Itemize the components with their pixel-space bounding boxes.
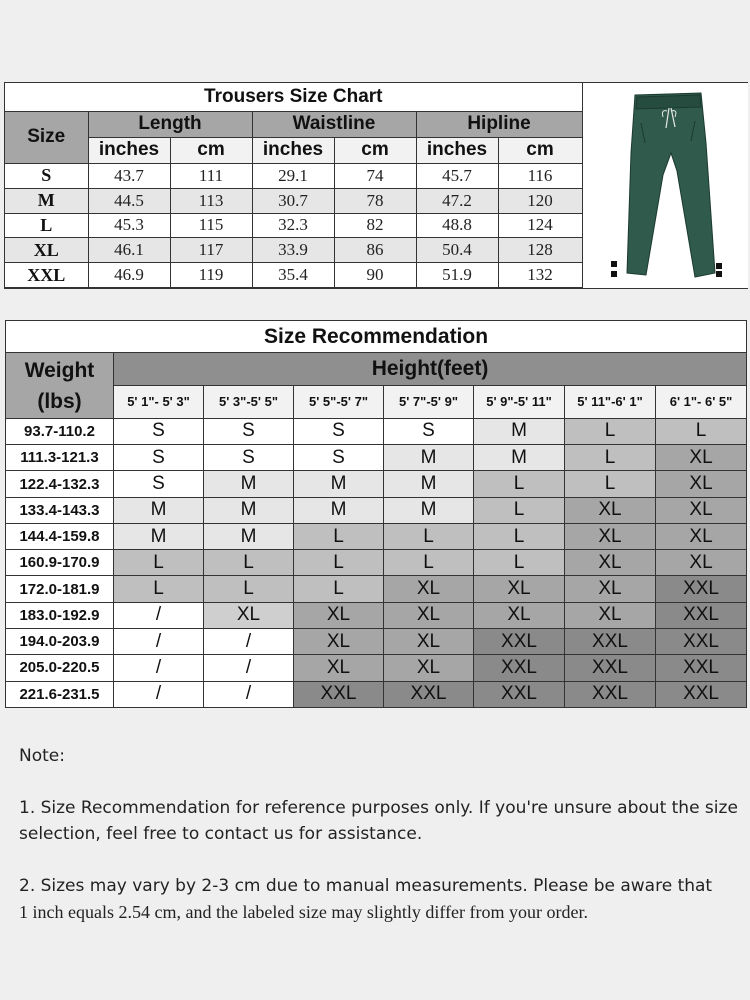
recommended-size: XL (384, 602, 474, 628)
recommended-size: XXL (656, 629, 747, 655)
recommended-size: XXL (565, 681, 656, 707)
measurement-cell: 45.7 (416, 163, 498, 188)
recommended-size: L (474, 471, 565, 497)
measurement-cell: 51.9 (416, 263, 498, 288)
recommended-size: L (565, 471, 656, 497)
recommended-size: XL (656, 471, 747, 497)
size-label: XL (5, 238, 88, 263)
weight-range: 172.0-181.9 (6, 576, 114, 602)
recommended-size: XL (656, 523, 747, 549)
recommended-size: L (294, 576, 384, 602)
recommended-size: XL (384, 576, 474, 602)
recommendation-row (6, 497, 747, 523)
recommended-size: XXL (656, 655, 747, 681)
recommendation-row (6, 655, 747, 681)
measurement-cell: 119 (170, 263, 252, 288)
recommended-size: M (384, 497, 474, 523)
weight-range: 133.4-143.3 (6, 497, 114, 523)
recommended-size: L (474, 497, 565, 523)
size-row (5, 163, 582, 188)
recommended-size: M (294, 497, 384, 523)
recommended-size: XL (294, 602, 384, 628)
measurement-cell: 116 (498, 163, 582, 188)
unit-header: inches (88, 137, 170, 163)
measurement-cell: 35.4 (252, 263, 334, 288)
measurement-cell: 33.9 (252, 238, 334, 263)
recommended-size: XL (474, 602, 565, 628)
measurement-cell: 45.3 (88, 213, 170, 238)
measurement-cell: 50.4 (416, 238, 498, 263)
height-header: Height(feet) (114, 353, 747, 386)
recommended-size: XL (656, 550, 747, 576)
measurement-cell: 46.1 (88, 238, 170, 263)
recommended-size: XXL (656, 576, 747, 602)
recommendation-row (6, 418, 747, 444)
recommended-size: XXL (656, 681, 747, 707)
weight-range: 183.0-192.9 (6, 602, 114, 628)
size-header: Size (5, 112, 88, 164)
measurement-cell: 132 (498, 263, 582, 288)
recommended-size: L (204, 550, 294, 576)
note-2 (19, 873, 739, 926)
height-range: 5' 3"-5' 5" (204, 386, 294, 419)
recommended-size: XXL (474, 629, 565, 655)
recommendation-row (6, 445, 747, 471)
size-chart-table (5, 83, 583, 288)
recommended-size: M (294, 471, 384, 497)
trousers-size-chart (4, 82, 748, 289)
weight-range: 111.3-121.3 (6, 445, 114, 471)
size-label: S (5, 163, 88, 188)
recommended-size: / (114, 629, 204, 655)
recommended-size: XL (474, 576, 565, 602)
recommended-size: XXL (474, 681, 565, 707)
recommended-size: L (204, 576, 294, 602)
recommended-size: L (565, 445, 656, 471)
measurement-cell: 113 (170, 188, 252, 213)
unit-header: cm (170, 137, 252, 163)
recommendation-row (6, 629, 747, 655)
weight-header-line2: (lbs) (37, 389, 82, 413)
recommended-size: S (204, 418, 294, 444)
height-range: 5' 9"-5' 11" (474, 386, 565, 419)
unit-header: inches (252, 137, 334, 163)
measurement-cell: 82 (334, 213, 416, 238)
recommended-size: L (294, 523, 384, 549)
height-range: 5' 11"-6' 1" (565, 386, 656, 419)
weight-range: 205.0-220.5 (6, 655, 114, 681)
unit-header: inches (416, 137, 498, 163)
recommended-size: L (384, 550, 474, 576)
recommended-size: L (294, 550, 384, 576)
size-label: XXL (5, 263, 88, 288)
recommended-size: XXL (384, 681, 474, 707)
measurement-cell: 78 (334, 188, 416, 213)
recommended-size: M (204, 523, 294, 549)
weight-range: 122.4-132.3 (6, 471, 114, 497)
recommended-size: S (294, 418, 384, 444)
recommendation-row (6, 576, 747, 602)
recommended-size: S (384, 418, 474, 444)
measurement-cell: 44.5 (88, 188, 170, 213)
recommended-size: XL (384, 655, 474, 681)
recommended-size: XL (565, 550, 656, 576)
measurement-cell: 29.1 (252, 163, 334, 188)
size-row (5, 238, 582, 263)
notes-section (19, 743, 739, 952)
unit-header: cm (334, 137, 416, 163)
weight-range: 93.7-110.2 (6, 418, 114, 444)
size-chart-title: Trousers Size Chart (5, 83, 582, 112)
recommended-size: S (114, 418, 204, 444)
recommended-size: M (474, 445, 565, 471)
measurement-cell: 46.9 (88, 263, 170, 288)
recommended-size: XL (294, 655, 384, 681)
recommendation-row (6, 602, 747, 628)
unit-header: cm (498, 137, 582, 163)
recommended-size: XXL (565, 655, 656, 681)
recommended-size: M (384, 445, 474, 471)
hipline-header: Hipline (416, 112, 582, 138)
measurement-cell: 30.7 (252, 188, 334, 213)
measurement-cell: 120 (498, 188, 582, 213)
recommended-size: L (474, 523, 565, 549)
recommended-size: XL (565, 602, 656, 628)
weight-range: 160.9-170.9 (6, 550, 114, 576)
measurement-cell: 128 (498, 238, 582, 263)
size-row (5, 263, 582, 288)
measurement-cell: 43.7 (88, 163, 170, 188)
recommended-size: M (204, 471, 294, 497)
recommended-size: XL (384, 629, 474, 655)
weight-range: 194.0-203.9 (6, 629, 114, 655)
weight-range: 221.6-231.5 (6, 681, 114, 707)
recommended-size: XL (565, 497, 656, 523)
recommended-size: / (114, 602, 204, 628)
recommended-size: L (384, 523, 474, 549)
recommended-size: L (656, 418, 747, 444)
height-range: 6' 1"- 6' 5" (656, 386, 747, 419)
recommendation-row (6, 681, 747, 707)
recommended-size: / (114, 655, 204, 681)
weight-header (6, 353, 114, 419)
measurement-cell: 124 (498, 213, 582, 238)
height-range: 5' 1"- 5' 3" (114, 386, 204, 419)
recommended-size: / (204, 681, 294, 707)
size-recommendation-table (5, 320, 747, 708)
recommended-size: XL (294, 629, 384, 655)
measurement-cell: 86 (334, 238, 416, 263)
size-label: M (5, 188, 88, 213)
recommended-size: L (114, 576, 204, 602)
size-label: L (5, 213, 88, 238)
recommended-size: XXL (294, 681, 384, 707)
weight-range: 144.4-159.8 (6, 523, 114, 549)
recommended-size: XL (656, 445, 747, 471)
recommended-size: M (114, 497, 204, 523)
measurement-cell: 90 (334, 263, 416, 288)
recommended-size: L (565, 418, 656, 444)
recommendation-row (6, 471, 747, 497)
length-header: Length (88, 112, 252, 138)
recommended-size: L (474, 550, 565, 576)
recommended-size: M (474, 418, 565, 444)
product-image (582, 83, 748, 288)
note-2-line2: 1 inch equals 2.54 cm, and the labeled size may slightly differ from your order. (19, 902, 589, 922)
size-row (5, 213, 582, 238)
trousers-image (583, 83, 748, 288)
recommended-size: S (294, 445, 384, 471)
recommendation-row (6, 523, 747, 549)
recommended-size: XL (204, 602, 294, 628)
recommended-size: S (114, 471, 204, 497)
recommended-size: M (114, 523, 204, 549)
recommended-size: XXL (656, 602, 747, 628)
measurement-cell: 32.3 (252, 213, 334, 238)
note-2-line1: 2. Sizes may vary by 2-3 cm due to manual measurements. Please be aware that (19, 876, 713, 896)
recommended-size: XXL (565, 629, 656, 655)
measurement-cell: 47.2 (416, 188, 498, 213)
recommended-size: XL (565, 523, 656, 549)
measurement-cell: 115 (170, 213, 252, 238)
recommended-size: XL (565, 576, 656, 602)
size-row (5, 188, 582, 213)
recommended-size: M (204, 497, 294, 523)
measurement-cell: 48.8 (416, 213, 498, 238)
recommended-size: L (114, 550, 204, 576)
recommended-size: XXL (474, 655, 565, 681)
weight-header-line1: Weight (24, 358, 95, 382)
recommended-size: / (204, 655, 294, 681)
measurement-cell: 111 (170, 163, 252, 188)
recommended-size: M (384, 471, 474, 497)
recommendation-title: Size Recommendation (6, 321, 747, 353)
measurement-cell: 117 (170, 238, 252, 263)
recommended-size: / (114, 681, 204, 707)
notes-heading: Note: (19, 746, 65, 766)
recommendation-row (6, 550, 747, 576)
height-range: 5' 5"-5' 7" (294, 386, 384, 419)
waistline-header: Waistline (252, 112, 416, 138)
note-1: 1. Size Recommendation for reference purposes only. If you're unsure about the size selection, feel free to contact us for assistance. (19, 798, 738, 844)
measurement-cell: 74 (334, 163, 416, 188)
recommended-size: XL (656, 497, 747, 523)
recommended-size: S (204, 445, 294, 471)
recommended-size: S (114, 445, 204, 471)
height-range: 5' 7"-5' 9" (384, 386, 474, 419)
recommended-size: / (204, 629, 294, 655)
